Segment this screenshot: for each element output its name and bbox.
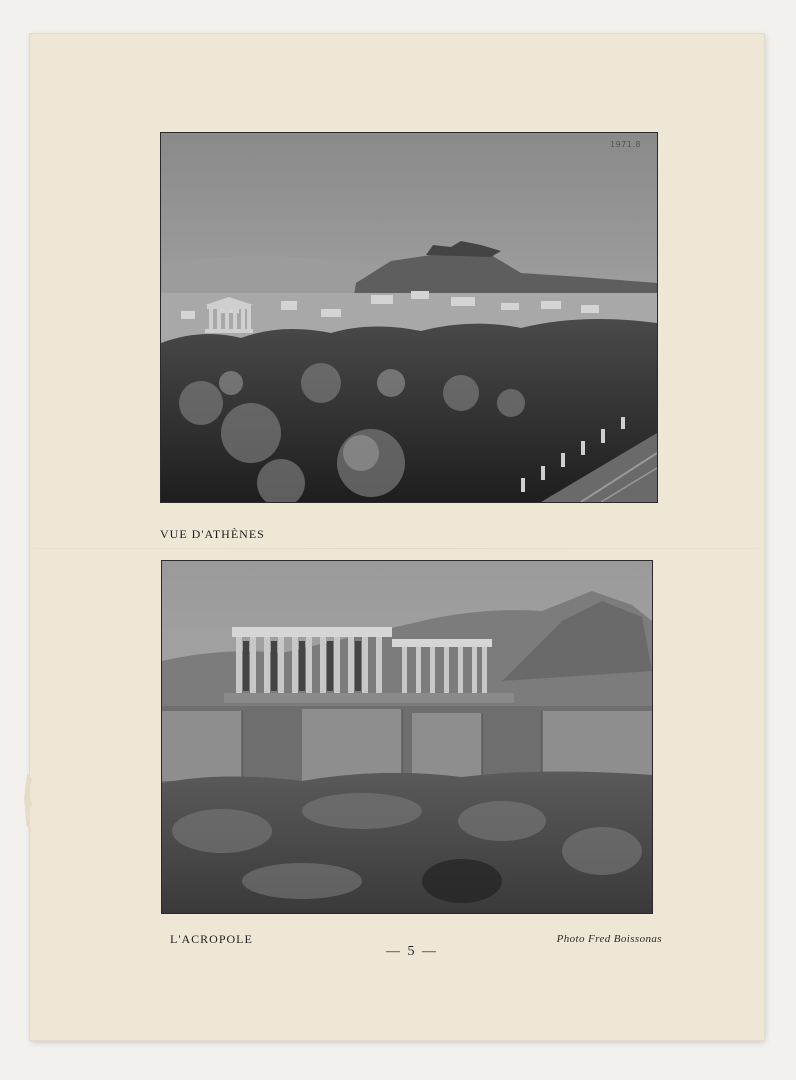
caption-view-of-athens: VUE D'ATHÈNES xyxy=(160,527,265,541)
photo-view-of-athens xyxy=(160,132,658,503)
torn-edge xyxy=(24,774,32,834)
photo-credit: Photo Fred Boissonas xyxy=(556,933,662,945)
page-fold xyxy=(30,548,764,549)
photo-acropolis xyxy=(161,560,653,914)
athens-photo-image xyxy=(161,133,657,502)
brochure-page xyxy=(30,34,764,1040)
caption-acropolis: L'ACROPOLE xyxy=(170,932,253,946)
page-number: — 5 — xyxy=(386,944,438,959)
acropolis-photo-image xyxy=(162,561,652,913)
pencil-note: 1971.8 xyxy=(610,140,641,149)
